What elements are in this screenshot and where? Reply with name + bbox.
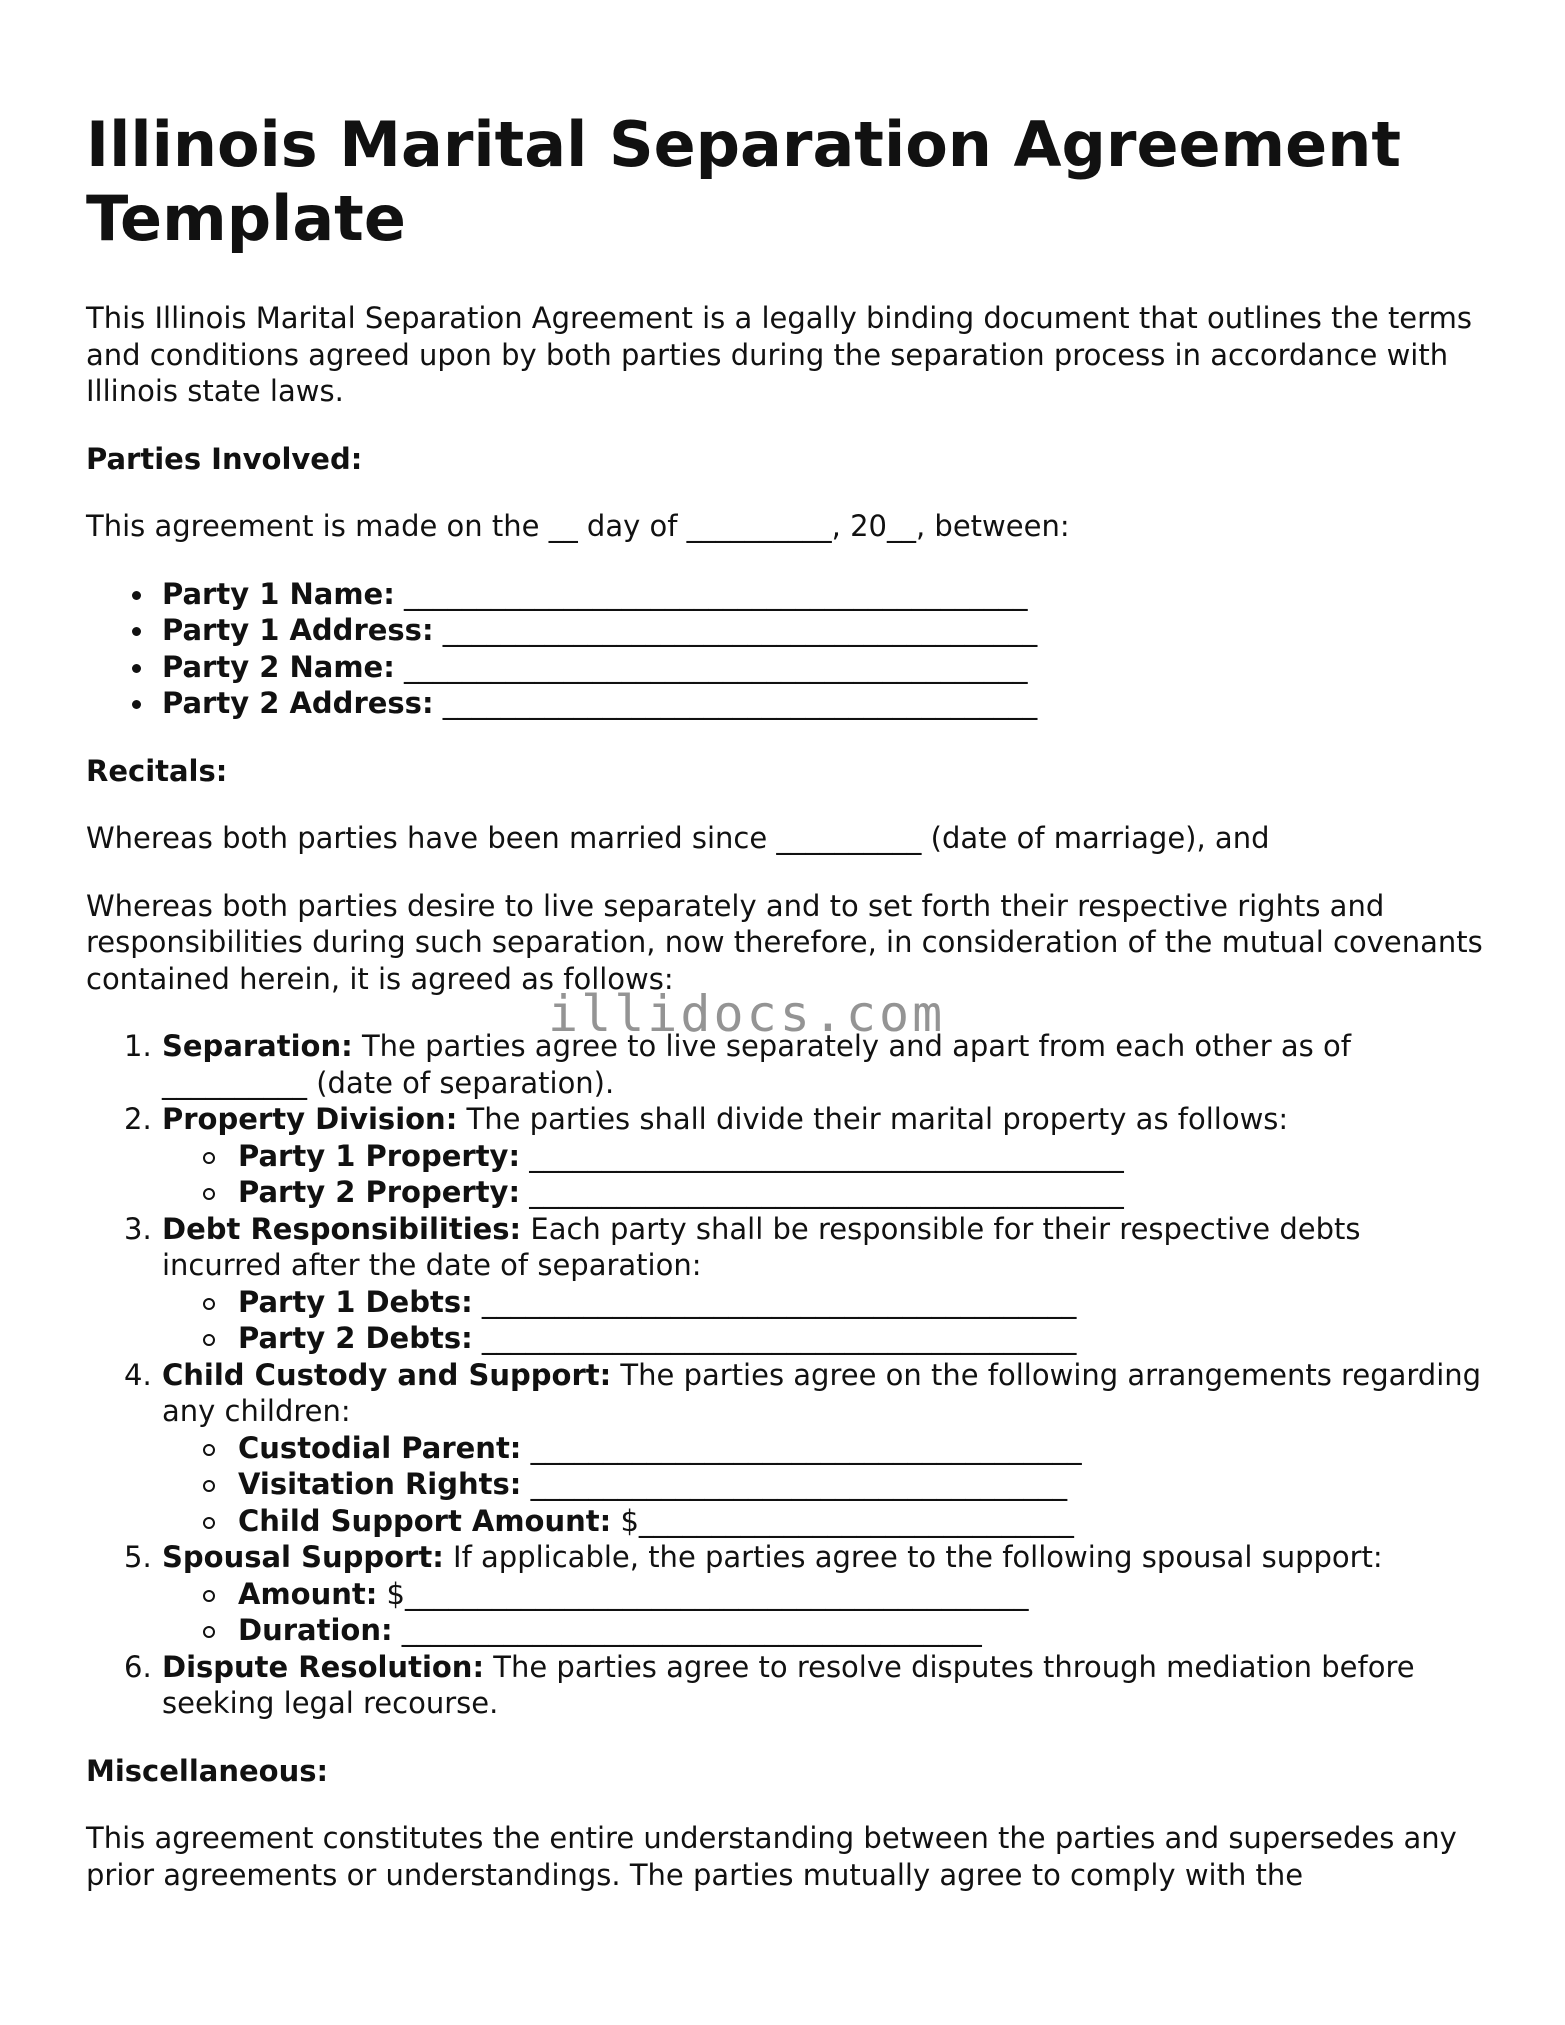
fill-in-blank: _________________________________________ — [520, 1175, 1124, 1209]
term-spousal-support — [86, 1539, 1486, 1649]
fill-in-blank: _____________________________________ — [521, 1467, 1068, 1501]
term-number: 1. — [124, 1029, 152, 1063]
spousal-duration-item — [162, 1612, 1486, 1649]
field-label: Party 2 Debts: — [238, 1321, 473, 1355]
terms-list — [86, 1028, 1486, 1722]
field-label: Party 1 Property: — [238, 1138, 521, 1173]
party-1-debts-item — [162, 1284, 1486, 1321]
term-label: Debt Responsibilities: — [162, 1211, 522, 1246]
property-sublist — [162, 1138, 1486, 1211]
term-number: 5. — [124, 1540, 152, 1574]
party-1-property-item — [162, 1138, 1486, 1175]
miscellaneous-paragraph: This agreement constitutes the entire understanding between the parties and supersedes any prior agreements or understandings. The parties mutually agree to comply with the — [86, 1821, 1457, 1892]
fill-in-blank: _________________________________________ — [433, 613, 1038, 647]
custodial-parent-item — [162, 1430, 1486, 1467]
term-label: Separation: — [162, 1029, 353, 1063]
document-page — [86, 108, 1486, 1924]
field-label: Party 1 Debts: — [238, 1284, 473, 1319]
term-text: The parties agree on the following arrangements regarding any children: — [162, 1357, 1482, 1428]
term-text: The parties agree to live separately and apart from each other as of __________ (date of separation). — [162, 1029, 1351, 1100]
fill-in-blank: ___________________________________________ — [394, 649, 1028, 684]
term-number: 2. — [124, 1102, 152, 1136]
fill-in-blank: $___________________________________________ — [377, 1576, 1029, 1611]
recital-separation-intent: Whereas both parties desire to live separately and to set forth their respective rights and responsibilities during such separation, now therefore, in consideration of the mutual covenants contained herein, it is agreed as follows: — [86, 888, 1483, 996]
custody-sublist — [162, 1430, 1486, 1540]
debts-sublist — [162, 1284, 1486, 1357]
fill-in-blank: ___________________________________________ — [394, 576, 1028, 611]
term-label: Child Custody and Support: — [162, 1357, 612, 1392]
party-1-address-item — [86, 612, 1486, 649]
party-2-property-item — [162, 1174, 1486, 1211]
fill-in-blank: ______________________________________ — [521, 1430, 1082, 1465]
fill-in-blank: _________________________________________ — [433, 686, 1038, 720]
term-dispute-resolution — [86, 1649, 1486, 1722]
fill-in-blank: ________________________________________ — [392, 1613, 982, 1647]
watermark: illidocs.com — [548, 985, 946, 1043]
field-label: Visitation Rights: — [238, 1467, 522, 1501]
agreement-date-line: This agreement is made on the __ day of __________, 20__, between: — [86, 509, 1070, 543]
field-label: Party 1 Name: — [162, 576, 395, 611]
field-label: Duration: — [238, 1613, 393, 1647]
term-number: 6. — [124, 1649, 152, 1684]
fill-in-blank: $______________________________ — [611, 1503, 1074, 1538]
field-label: Party 1 Address: — [162, 613, 434, 647]
fill-in-blank: _________________________________________ — [472, 1284, 1077, 1319]
term-number: 3. — [124, 1211, 152, 1246]
term-debt-responsibilities — [86, 1211, 1486, 1357]
party-2-debts-item — [162, 1320, 1486, 1357]
party-2-name-item — [86, 649, 1486, 686]
miscellaneous-heading: Miscellaneous: — [86, 1753, 329, 1788]
party-2-address-item — [86, 685, 1486, 722]
visitation-rights-item — [162, 1466, 1486, 1503]
term-number: 4. — [124, 1357, 152, 1392]
field-label: Amount: — [238, 1576, 378, 1611]
fill-in-blank: _________________________________________ — [472, 1321, 1077, 1355]
page-title: Illinois Marital Separation Agreement Template — [86, 108, 1401, 255]
child-support-amount-item — [162, 1503, 1486, 1540]
recitals-heading: Recitals: — [86, 753, 228, 788]
term-text: The parties shall divide their marital property as follows: — [457, 1102, 1289, 1136]
term-label: Property Division: — [162, 1102, 458, 1136]
spousal-amount-item — [162, 1576, 1486, 1613]
term-child-custody — [86, 1357, 1486, 1540]
recital-marriage-date: Whereas both parties have been married since __________ (date of marriage), and — [86, 821, 1270, 855]
intro-paragraph: This Illinois Marital Separation Agreement is a legally binding document that outlines the terms and conditions agreed upon by both parties during the separation process in accordance with Illinois state laws. — [86, 301, 1472, 408]
party-1-name-item — [86, 576, 1486, 613]
field-label: Party 2 Property: — [238, 1175, 521, 1209]
term-text: If applicable, the parties agree to the following spousal support: — [443, 1540, 1383, 1574]
parties-list — [86, 576, 1486, 722]
term-text: Each party shall be responsible for their respective debts incurred after the date of separation: — [162, 1211, 1361, 1282]
field-label: Party 2 Address: — [162, 686, 434, 720]
spousal-support-sublist — [162, 1576, 1486, 1649]
term-label: Dispute Resolution: — [162, 1649, 485, 1684]
term-label: Spousal Support: — [162, 1540, 444, 1574]
field-label: Custodial Parent: — [238, 1430, 522, 1465]
term-separation — [86, 1028, 1486, 1101]
term-text: The parties agree to resolve disputes through mediation before seeking legal recourse. — [162, 1649, 1415, 1720]
parties-heading: Parties Involved: — [86, 441, 363, 476]
field-label: Party 2 Name: — [162, 649, 395, 684]
field-label: Child Support Amount: — [238, 1503, 612, 1538]
fill-in-blank: _________________________________________ — [520, 1138, 1124, 1173]
term-property-division — [86, 1101, 1486, 1211]
